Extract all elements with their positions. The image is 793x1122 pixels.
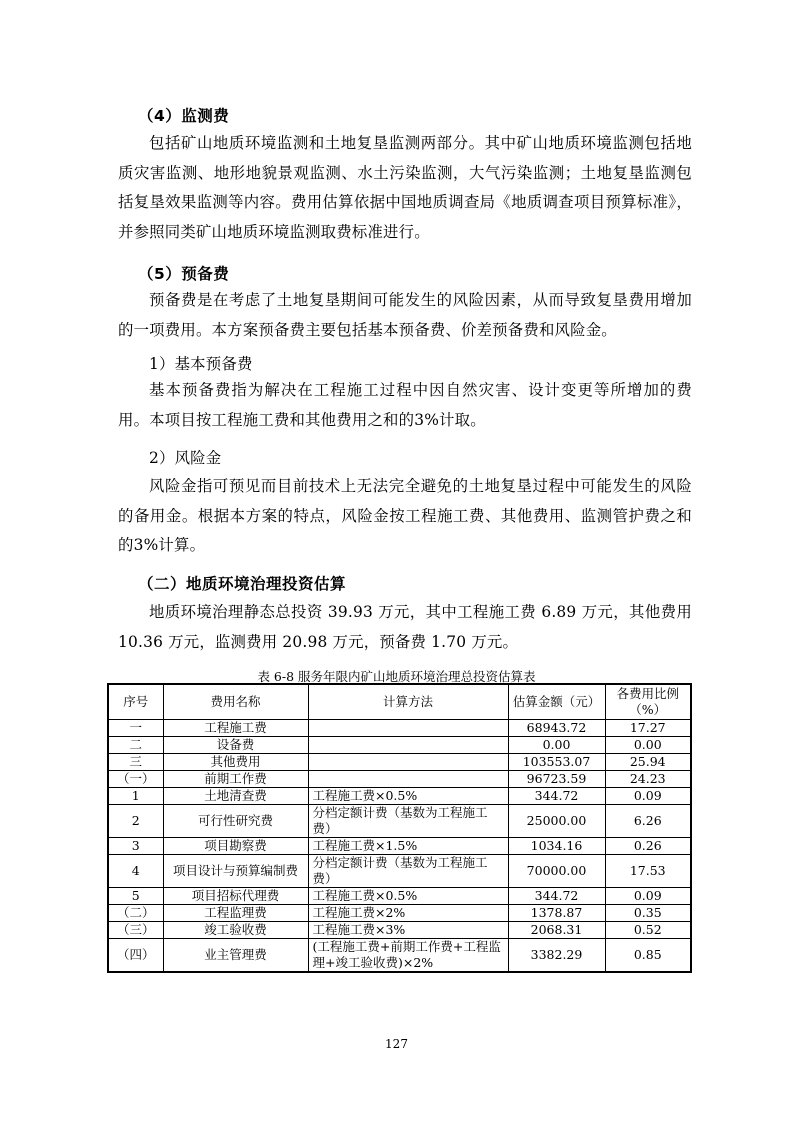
cell-name: 设备费	[163, 737, 308, 754]
cell-method	[308, 771, 508, 788]
cell-name: 项目招标代理费	[163, 888, 308, 905]
investment-estimate-table	[107, 683, 692, 973]
section-heading-reserve-fee: （5）预备费	[138, 265, 230, 283]
cell-name: 土地清查费	[163, 788, 308, 805]
cell-no: （四）	[108, 939, 163, 973]
cell-name: 工程监理费	[163, 905, 308, 922]
table-row	[108, 805, 691, 838]
cell-method	[308, 737, 508, 754]
header-name: 费用名称	[163, 684, 308, 720]
cell-name: 其他费用	[163, 754, 308, 771]
paragraph-monitoring-fee: 包括矿山地质环境监测和土地复垦监测两部分。其中矿山地质环境监测包括地质灾害监测、地形地貌景观监测、水土污染监测，大气污染监测；土地复垦监测包括复垦效果监测等内容。费用估算依据中国地质调查局《地质调查项目预算标准》，并参照同类矿山地质环境监测取费标准进行。	[118, 134, 692, 241]
table-row	[108, 737, 691, 754]
cell-name: 项目设计与预算编制费	[163, 855, 308, 888]
table-row	[108, 788, 691, 805]
cell-amount: 1034.16	[508, 838, 605, 855]
cell-amount: 2068.31	[508, 922, 605, 939]
section-heading-monitoring-fee: （4）监测费	[138, 107, 230, 125]
cell-method: 工程施工费×2%	[308, 905, 508, 922]
header-no: 序号	[108, 684, 163, 720]
table-row	[108, 905, 691, 922]
paragraph-reserve-fee: 预备费是在考虑了土地复垦期间可能发生的风险因素，从而导致复垦费用增加的一项费用。本方案预备费主要包括基本预备费、价差预备费和风险金。	[118, 291, 692, 339]
table-row	[108, 939, 691, 973]
cell-method: 工程施工费×0.5%	[308, 788, 508, 805]
cell-ratio: 24.23	[605, 771, 691, 788]
header-ratio: 各费用比例（%）	[605, 684, 691, 720]
cell-method	[308, 720, 508, 737]
cell-ratio: 0.52	[605, 922, 691, 939]
cell-amount: 70000.00	[508, 855, 605, 888]
cell-no: 3	[108, 838, 163, 855]
cell-method: 工程施工费×1.5%	[308, 838, 508, 855]
cell-name: 竣工验收费	[163, 922, 308, 939]
cell-method: (工程施工费+前期工作费+工程监理+竣工验收费)×2%	[308, 939, 508, 973]
table-row	[108, 754, 691, 771]
paragraph-investment-estimate: 地质环境治理静态总投资 39.93 万元，其中工程施工费 6.89 万元，其他费用 10.36 万元，监测费用 20.98 万元，预备费 1.70 万元。	[118, 603, 692, 651]
cell-amount: 96723.59	[508, 771, 605, 788]
table-row	[108, 922, 691, 939]
subheading-risk-fund: 2）风险金	[149, 449, 222, 467]
cell-name: 工程施工费	[163, 720, 308, 737]
cell-name: 业主管理费	[163, 939, 308, 973]
cell-no: （二）	[108, 905, 163, 922]
cell-no: 1	[108, 788, 163, 805]
cell-no: 2	[108, 805, 163, 838]
cell-ratio: 0.09	[605, 788, 691, 805]
cell-no: 5	[108, 888, 163, 905]
cell-name: 前期工作费	[163, 771, 308, 788]
cell-ratio: 25.94	[605, 754, 691, 771]
cell-ratio: 0.26	[605, 838, 691, 855]
table-row	[108, 720, 691, 737]
cell-method	[308, 754, 508, 771]
table-row	[108, 855, 691, 888]
cell-ratio: 17.27	[605, 720, 691, 737]
section-heading-investment-estimate: （二）地质环境治理投资估算	[138, 575, 347, 593]
cell-no: （三）	[108, 922, 163, 939]
cell-amount: 0.00	[508, 737, 605, 754]
cell-amount: 25000.00	[508, 805, 605, 838]
cell-no: 三	[108, 754, 163, 771]
cell-name: 项目勘察费	[163, 838, 308, 855]
paragraph-basic-reserve: 基本预备费指为解决在工程施工过程中因自然灾害、设计变更等所增加的费用。本项目按工程施工费和其他费用之和的3%计取。	[118, 381, 692, 429]
cell-no: 一	[108, 720, 163, 737]
cell-method: 分档定额计费（基数为工程施工费）	[308, 805, 508, 838]
table-header-row	[108, 684, 691, 720]
page-number: 127	[385, 1037, 408, 1051]
table-row	[108, 888, 691, 905]
cell-method: 工程施工费×3%	[308, 922, 508, 939]
table-row	[108, 771, 691, 788]
cell-no: 4	[108, 855, 163, 888]
cell-method: 工程施工费×0.5%	[308, 888, 508, 905]
cell-amount: 3382.29	[508, 939, 605, 973]
table-row	[108, 838, 691, 855]
cell-ratio: 17.53	[605, 855, 691, 888]
header-method: 计算方法	[308, 684, 508, 720]
table-body	[108, 720, 691, 973]
table-caption: 表 6-8 服务年限内矿山地质环境治理总投资估算表	[257, 669, 536, 684]
cell-amount: 344.72	[508, 788, 605, 805]
cell-method: 分档定额计费（基数为工程施工费）	[308, 855, 508, 888]
subheading-basic-reserve: 1）基本预备费	[149, 355, 253, 373]
cell-no: 二	[108, 737, 163, 754]
cell-no: （一）	[108, 771, 163, 788]
cell-ratio: 6.26	[605, 805, 691, 838]
cell-amount: 344.72	[508, 888, 605, 905]
cell-amount: 103553.07	[508, 754, 605, 771]
cell-ratio: 0.35	[605, 905, 691, 922]
header-amount: 估算金额（元）	[508, 684, 605, 720]
cell-ratio: 0.85	[605, 939, 691, 973]
cell-ratio: 0.00	[605, 737, 691, 754]
cell-amount: 1378.87	[508, 905, 605, 922]
cell-ratio: 0.09	[605, 888, 691, 905]
paragraph-risk-fund: 风险金指可预见而目前技术上无法完全避免的土地复垦过程中可能发生的风险的备用金。根据本方案的特点，风险金按工程施工费、其他费用、监测管护费之和的3%计算。	[118, 477, 692, 554]
cell-name: 可行性研究费	[163, 805, 308, 838]
cell-amount: 68943.72	[508, 720, 605, 737]
